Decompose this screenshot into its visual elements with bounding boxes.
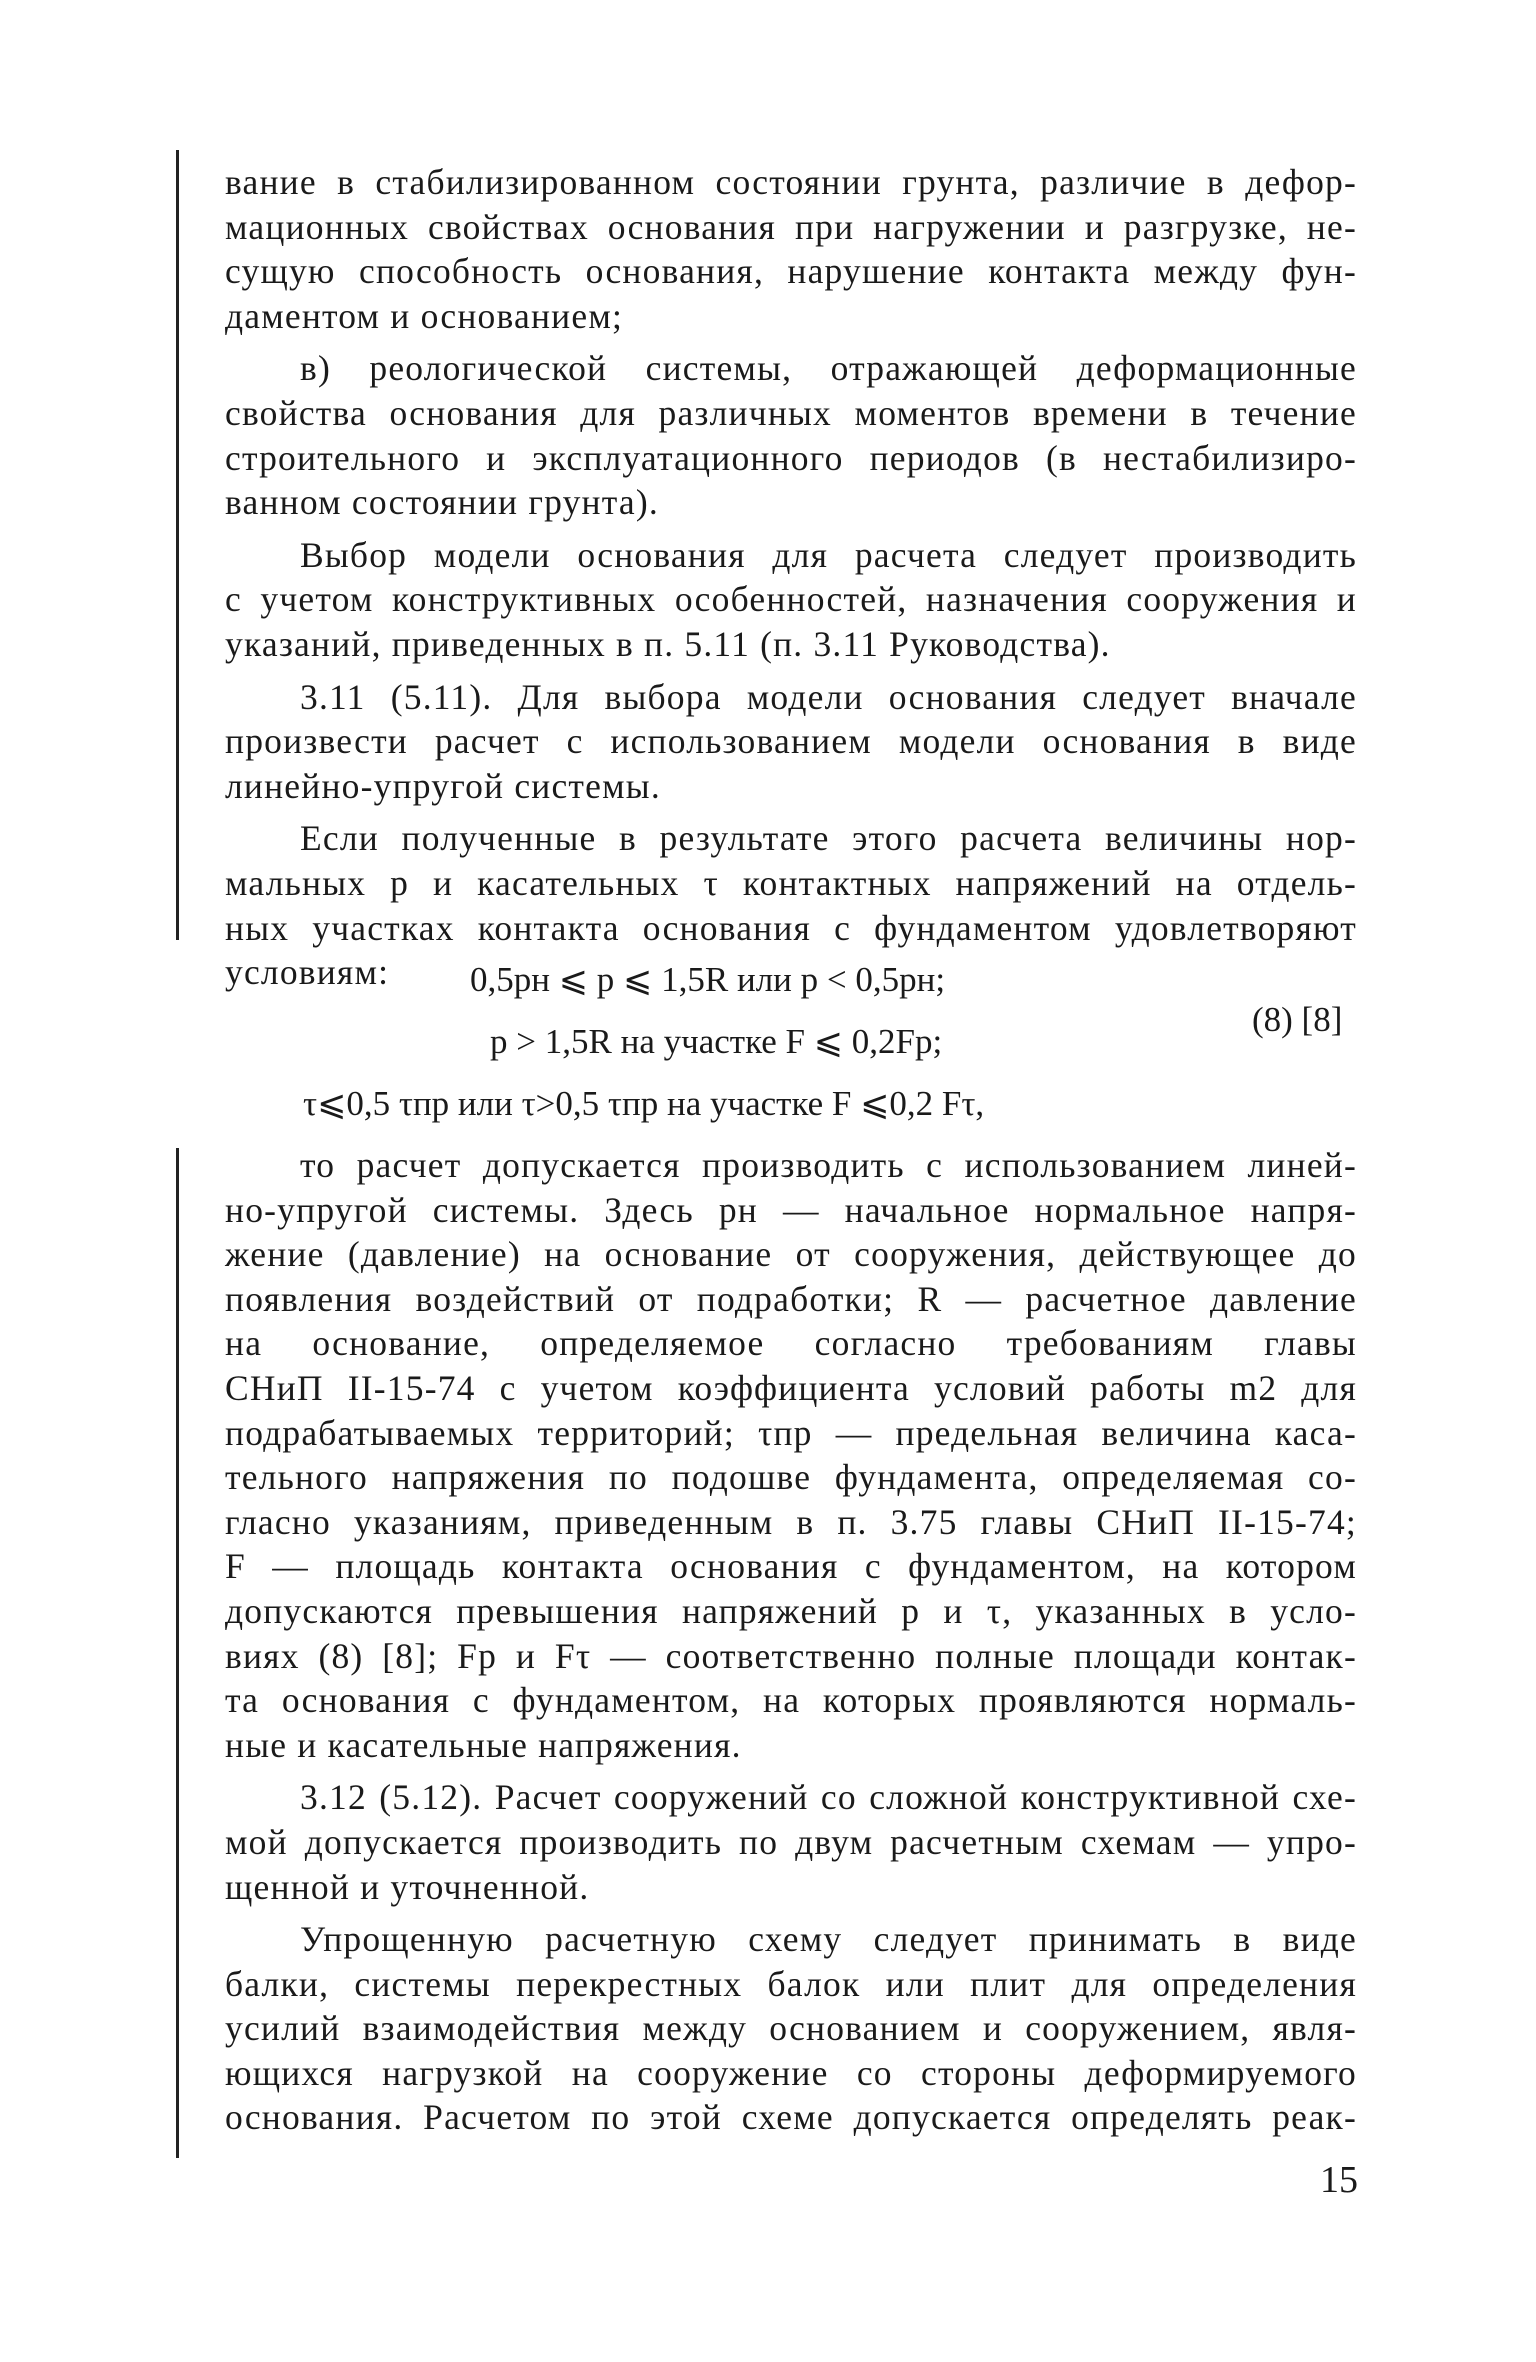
text-line: ные и касательные напряжения. [225,1724,742,1765]
text-line: усилий взаимодействия между основанием и сооружением, явля- [225,2008,1357,2049]
formula-line-1: 0,5pн ⩽ p ⩽ 1,5R или p < 0,5pн; [470,960,946,999]
text-line: произвести расчет с использованием модели основания в виде [225,721,1357,762]
text-line: ных участках контакта основания с фундаментом удовлетворяют [225,907,1357,948]
margin-rule-top [176,150,179,940]
text-lower [225,1143,1357,2140]
text-line: тельного напряжения по подошве фундамента, определяемая со- [225,1457,1357,1498]
text-line: появления воздействий от подработки; R — расчетное давление [225,1278,1357,1319]
text-line: ванном состоянии грунта). [225,482,659,523]
equation-number: (8) [8] [1252,1000,1343,1039]
text-line: свойства основания для различных моментов времени в течение [225,392,1357,433]
text-line: допускаются превышения напряжений p и τ, указанных в усло- [225,1590,1357,1631]
text-line: сущую способность основания, нарушение контакта между фун- [225,251,1357,292]
text-line: мой допускается производить по двум расчетным схемам — упро- [225,1821,1357,1862]
paragraph-4 [225,675,1357,809]
paragraph-8 [225,1917,1357,2140]
formula-line-2: p > 1,5R на участке F ⩽ 0,2Fр; [490,1022,943,1061]
text-line: подрабатываемых территорий; τпр — предельная величина каса- [225,1412,1357,1453]
formula-line-3: τ⩽0,5 τпр или τ>0,5 τпр на участке F ⩽0,2 Fτ, [303,1084,985,1123]
text-line: СНиП II-15-74 с учетом коэффициента условий работы m2 для [225,1367,1357,1408]
formula-conditions [225,960,1357,1150]
text-line: мальных p и касательных τ контактных напряжений на отдель- [225,862,1357,903]
text-line: 3.11 (5.11). Для выбора модели основания следует вначале [300,676,1357,717]
paragraph-6 [225,1143,1357,1767]
paragraph-1 [225,160,1357,338]
text-line: гласно указаниям, приведенным в п. 3.75 главы СНиП II-15-74; [225,1501,1357,1542]
text-line: в) реологической системы, отражающей деформационные [300,348,1357,389]
text-line: линейно-упругой системы. [225,765,661,806]
text-line: вание в стабилизированном состоянии грунта, различие в дефор- [225,162,1357,202]
paragraph-7 [225,1775,1357,1909]
text-line: с учетом конструктивных особенностей, назначения сооружения и [225,579,1357,620]
text-line: указаний, приведенных в п. 5.11 (п. 3.11 Руководства). [225,623,1111,664]
page-number: 15 [1320,2159,1358,2201]
paragraph-3 [225,533,1357,667]
text-line: основания. Расчетом по этой схеме допускается определять реак- [225,2097,1357,2138]
text-line: 3.12 (5.12). Расчет сооружений со сложной конструктивной схе- [300,1777,1357,1818]
paragraph-2 [225,346,1357,524]
text-line: Если полученные в результате этого расчета величины нор- [300,818,1357,859]
text-line: ющихся нагрузкой на сооружение со стороны деформируемого [225,2052,1357,2093]
text-line: условиям: [225,952,390,993]
text-line: F — площадь контакта основания с фундаментом, на котором [225,1546,1357,1587]
text-line: жение (давление) на основание от сооружения, действующее до [225,1234,1357,1275]
text-line: виях (8) [8]; Fр и Fτ — соответственно полные площади контак- [225,1635,1357,1676]
text-line: балки, системы перекрестных балок или плит для определения [225,1963,1357,2004]
text-line: Упрощенную расчетную схему следует принимать в виде [300,1919,1357,1960]
text-upper [225,160,1357,995]
text-line: щенной и уточненной. [225,1866,590,1907]
text-line: мационных свойствах основания при нагружении и разгрузке, не- [225,206,1357,247]
text-line: строительного и эксплуатационного периодов (в нестабилизиро- [225,437,1357,478]
text-line: даментом и основанием; [225,295,624,336]
text-line: на основание, определяемое согласно требованиям главы [225,1323,1357,1364]
text-line: та основания с фундаментом, на которых проявляются нормаль- [225,1680,1357,1721]
text-line: но-упругой системы. Здесь pн — начальное нормальное напря- [225,1189,1357,1230]
text-line: Выбор модели основания для расчета следует производить [300,534,1357,575]
margin-rule-bottom [176,1148,179,2158]
text-line: то расчет допускается производить с использованием линей- [300,1145,1357,1185]
